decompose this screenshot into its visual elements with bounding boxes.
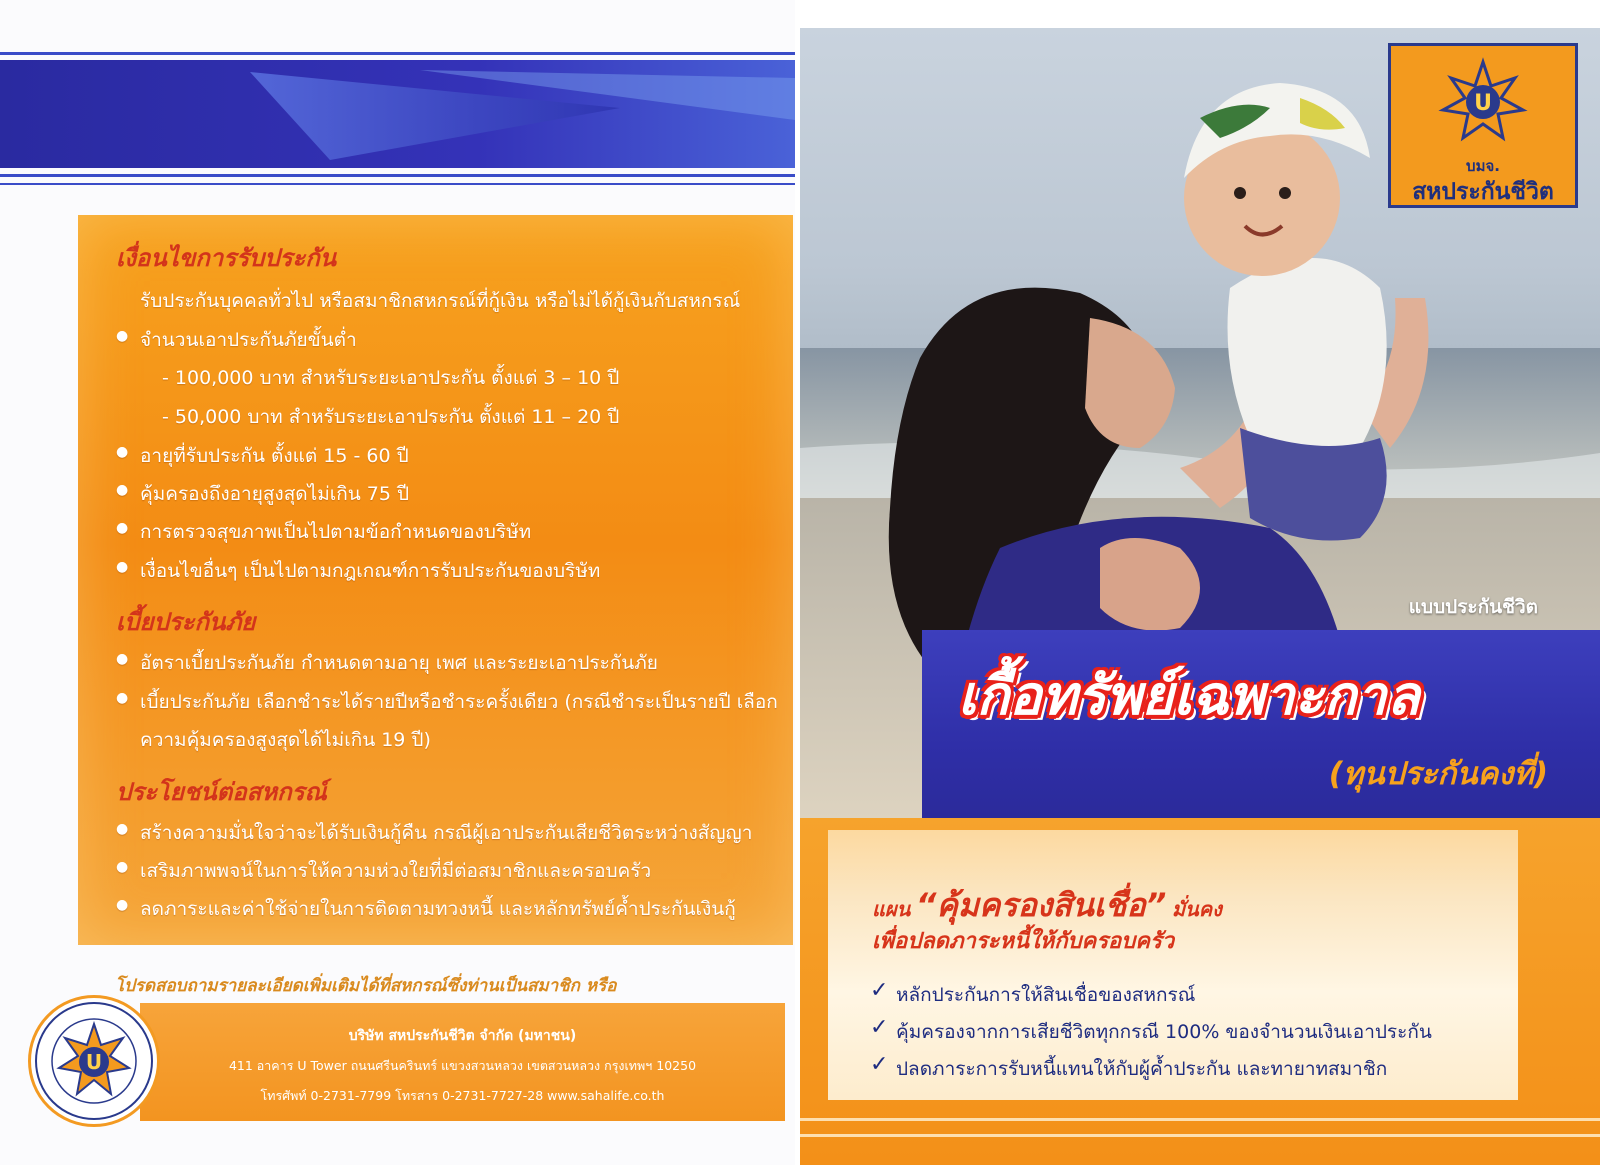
product-title: เกื้อทรัพย์เฉพาะกาล xyxy=(958,664,1420,727)
check-item xyxy=(870,978,1196,1010)
plan-panel xyxy=(828,830,1518,1100)
seal-icon xyxy=(31,998,157,1124)
premium-item: ● อัตราเบี้ยประกันภัย กำหนดตามอายุ เพศ และระยะเอาประกันภัย xyxy=(140,648,658,678)
logo-abbreviation: บมจ. xyxy=(1466,157,1500,175)
condition-item: ● เงื่อนไขอื่นๆ เป็นไปตามกฎเกณฑ์การรับประกันของบริษัท xyxy=(140,556,600,586)
plan-name: “คุ้มครองสินเชื่อ” xyxy=(915,886,1167,924)
check-icon: ✓ xyxy=(870,1052,889,1077)
benefit-item: ● เสริมภาพพจน์ในการให้ความห่วงใยที่มีต่อสมาชิกและครอบครัว xyxy=(140,856,651,886)
check-text: ปลดภาระการรับหนี้แทนให้กับผู้ค้ำประกัน และทายาทสมาชิก xyxy=(896,1058,1388,1080)
contact-note: โปรดสอบถามรายละเอียดเพิ่มเติมได้ที่สหกรณ์ซึ่งท่านเป็นสมาชิก หรือ xyxy=(115,976,617,996)
company-address: 411 อาคาร U Tower ถนนศรีนครินทร์ แขวงสวนหลวง เขตสวนหลวง กรุงเทพฯ 10250 xyxy=(228,1058,697,1073)
benefit-item: ● สร้างความมั่นใจว่าจะได้รับเงินกู้คืน กรณีผู้เอาประกันเสียชีวิตระหว่างสัญญา xyxy=(140,818,752,848)
contact-box xyxy=(140,1003,785,1121)
plan-section xyxy=(800,818,1600,1165)
product-subtitle: (ทุนประกันคงที่) xyxy=(1328,756,1548,792)
company-phone: โทรศัพท์ 0-2731-7799 โทรสาร 0-2731-7727-28 www.sahalife.co.th xyxy=(260,1088,665,1103)
plan-type-label: แบบประกันชีวิต xyxy=(1408,596,1538,618)
company-logo xyxy=(1388,43,1578,208)
benefit-item: ● ลดภาระและค่าใช้จ่ายในการติดตามทวงหนี้ และหลักทรัพย์ค้ำประกันเงินกู้ xyxy=(140,894,736,924)
company-name: บริษัท สหประกันชีวิต จำกัด (มหาชน) xyxy=(348,1028,577,1044)
premium-item: ● เบี้ยประกันภัย เลือกชำระได้รายปีหรือชำระครั้งเดียว (กรณีชำระเป็นรายปี เลือก xyxy=(140,687,778,717)
right-panel xyxy=(800,28,1600,1165)
check-text: หลักประกันการให้สินเชื่อของสหกรณ์ xyxy=(896,984,1196,1006)
premium-item-continued: ความคุ้มครองสูงสุดได้ไม่เกิน 19 ปี) xyxy=(140,729,431,751)
svg-text:U: U xyxy=(1474,91,1492,116)
divider xyxy=(800,1118,1600,1121)
check-text: คุ้มครองจากการเสียชีวิตทุกกรณี 100% ของจำนวนเงินเอาประกัน xyxy=(896,1021,1432,1043)
check-icon: ✓ xyxy=(870,978,889,1003)
conditions-intro: รับประกันบุคคลทั่วไป หรือสมาชิกสหกรณ์ที่กู้เงิน หรือไม่ได้กู้เงินกับสหกรณ์ xyxy=(140,290,741,312)
plan-suffix: มั่นคง xyxy=(1171,897,1222,921)
condition-item: ● อายุที่รับประกัน ตั้งแต่ 15 - 60 ปี xyxy=(140,441,409,471)
condition-item: ● คุ้มครองถึงอายุสูงสุดไม่เกิน 75 ปี xyxy=(140,479,409,509)
plan-tagline: เพื่อปลดภาระหนี้ให้กับครอบครัว xyxy=(872,929,1175,954)
condition-subitem: - 50,000 บาท สำหรับระยะเอาประกัน ตั้งแต่ 11 – 20 ปี xyxy=(162,406,620,428)
svg-text:U: U xyxy=(85,1050,103,1074)
benefits-heading: ประโยชน์ต่อสหกรณ์ xyxy=(116,778,327,806)
condition-subitem: - 100,000 บาท สำหรับระยะเอาประกัน ตั้งแต่ 3 – 10 ปี xyxy=(162,367,620,389)
plan-prefix: แผน xyxy=(872,897,911,921)
logo-company-name: สหประกันชีวิต xyxy=(1412,179,1554,205)
check-item xyxy=(870,1052,1388,1084)
left-panel xyxy=(0,0,795,1165)
check-icon: ✓ xyxy=(870,1015,889,1040)
premium-heading: เบี้ยประกันภัย xyxy=(116,608,256,636)
condition-item: ● การตรวจสุขภาพเป็นไปตามข้อกำหนดของบริษัท xyxy=(140,517,531,547)
title-band xyxy=(922,630,1600,820)
company-star-icon xyxy=(1391,46,1575,156)
check-item xyxy=(870,1015,1432,1047)
divider xyxy=(800,1134,1600,1137)
company-seal-logo xyxy=(28,995,160,1127)
conditions-heading: เงื่อนไขการรับประกัน xyxy=(116,244,337,272)
top-banner-graphic xyxy=(0,50,795,195)
condition-item: ● จำนวนเอาประกันภัยขั้นต่ำ xyxy=(140,325,357,355)
